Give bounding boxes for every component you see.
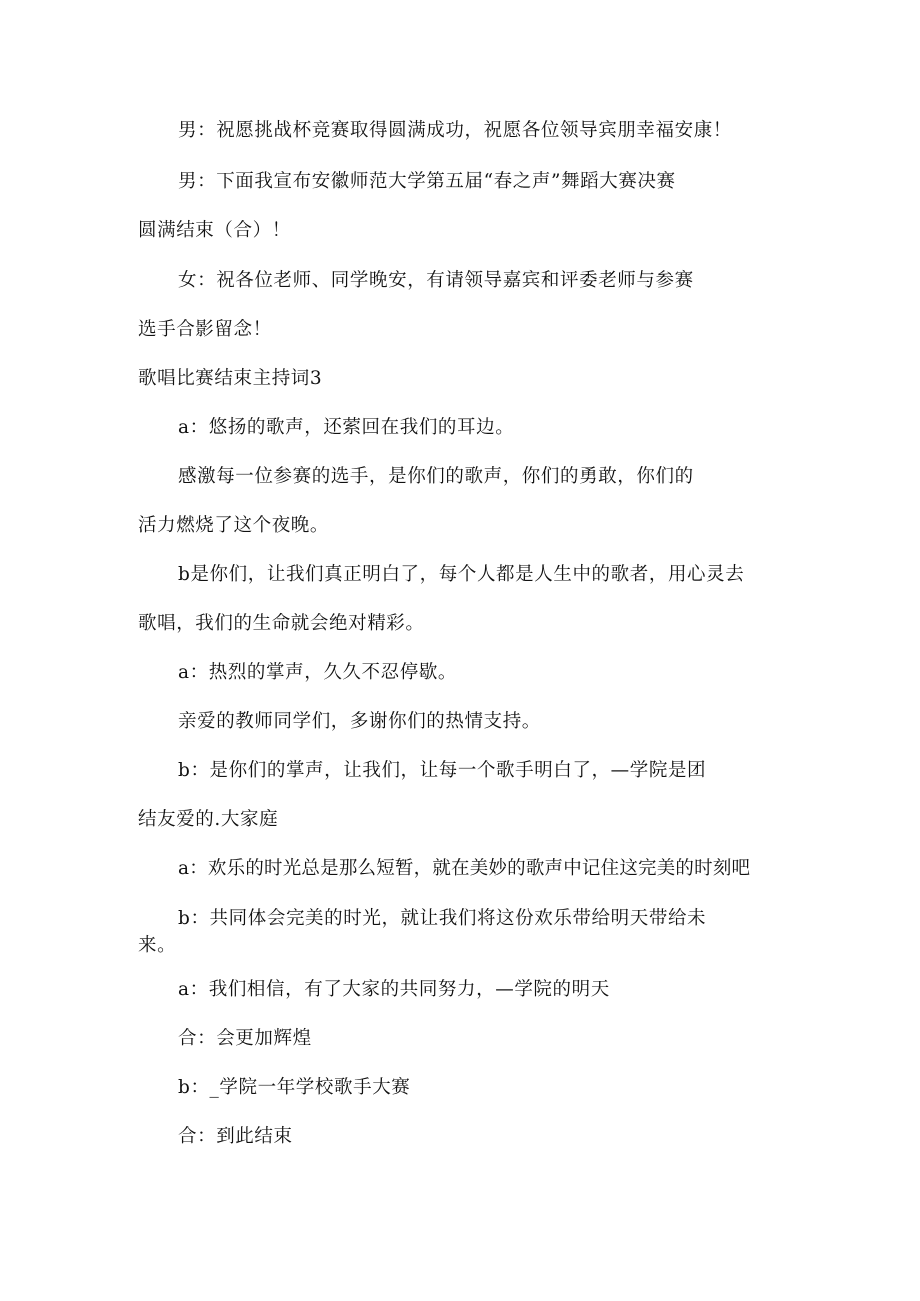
paragraph-line: 来。 bbox=[138, 935, 177, 956]
paragraph-line: a：欢乐的时光总是那么短暂，就在美妙的歌声中记住这完美的时刻吧 bbox=[178, 858, 751, 879]
section-heading: 歌唱比赛结束主持词3 bbox=[138, 368, 323, 389]
paragraph-line: 合：到此结束 bbox=[178, 1126, 293, 1147]
paragraph-line: 男：下面我宣布安徽师范大学第五届“春之声”舞蹈大赛决赛 bbox=[178, 171, 676, 192]
paragraph-line: b：_学院一年学校歌手大赛 bbox=[178, 1077, 411, 1098]
paragraph-line: a：热烈的掌声，久久不忍停歇。 bbox=[178, 662, 458, 683]
paragraph-line: 合：会更加辉煌 bbox=[178, 1028, 312, 1049]
paragraph-line: 选手合影留念！ bbox=[138, 319, 272, 340]
paragraph-line: a：我们相信，有了大家的共同努力，—学院的明天 bbox=[178, 979, 610, 1000]
paragraph-line: 男：祝愿挑战杯竞赛取得圆满成功，祝愿各位领导宾朋幸福安康！ bbox=[178, 120, 732, 141]
paragraph-line: b是你们，让我们真正明白了，每个人都是人生中的歌者，用心灵去 bbox=[178, 564, 745, 585]
paragraph-line: b：共同体会完美的时光，就让我们将这份欢乐带给明天带给未 bbox=[178, 908, 707, 929]
paragraph-line: 结友爱的.大家庭 bbox=[138, 809, 279, 830]
paragraph-line: b：是你们的掌声，让我们，让每一个歌手明白了，—学院是团 bbox=[178, 760, 707, 781]
paragraph-line: 女：祝各位老师、同学晚安，有请领导嘉宾和评委老师与参赛 bbox=[178, 270, 694, 291]
paragraph-line: 感激每一位参赛的选手，是你们的歌声，你们的勇敢，你们的 bbox=[178, 466, 694, 487]
paragraph-line: 活力燃烧了这个夜晚。 bbox=[138, 515, 330, 536]
paragraph-line: 歌唱，我们的生命就会绝对精彩。 bbox=[138, 613, 425, 634]
paragraph-line: 亲爱的教师同学们，多谢你们的热情支持。 bbox=[178, 711, 541, 732]
paragraph-line: 圆满结束（合）！ bbox=[138, 220, 291, 241]
paragraph-line: a：悠扬的歌声，还萦回在我们的耳边。 bbox=[178, 417, 515, 438]
